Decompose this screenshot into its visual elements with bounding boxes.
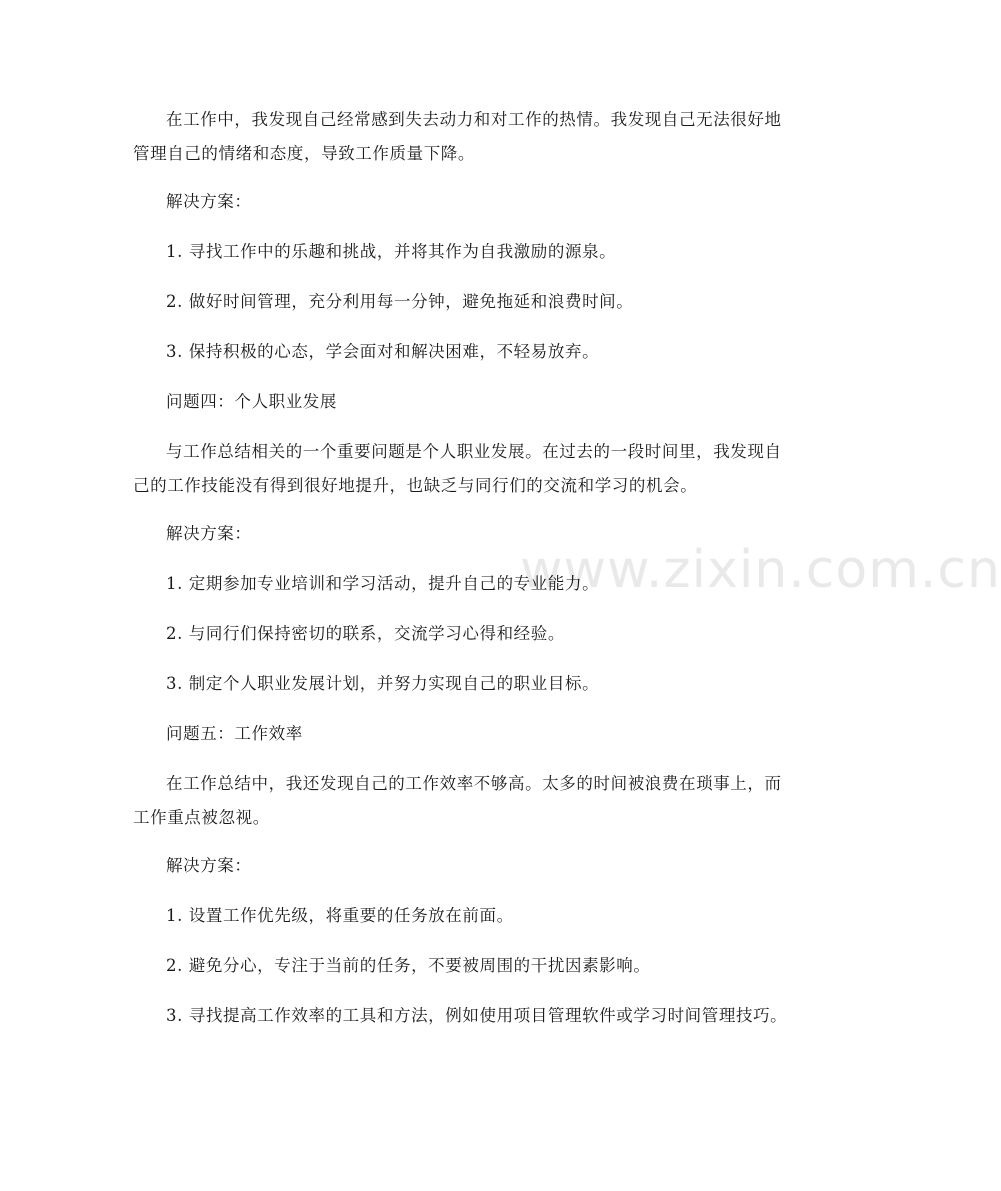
intro-paragraph: 在工作中，我发现自己经常感到失去动力和对工作的热情。我发现自己无法很好地管理自己的情绪和态度，导致工作质量下降。 [133,110,782,163]
document-body [133,103,793,1047]
solution-heading: 解决方案： [166,524,252,543]
solution-heading: 解决方案： [166,856,252,875]
section-paragraph: 在工作总结中，我还发现自己的工作效率不够高。太多的时间被浪费在琐事上，而工作重点被忽视。 [133,774,782,827]
list-item: 3. 寻找提高工作效率的工具和方法，例如使用项目管理软件或学习时间管理技巧。 [166,1006,788,1025]
list-item: 3. 保持积极的心态，学会面对和解决困难，不轻易放弃。 [166,342,600,361]
watermark: www.zixin.com.cn [520,540,1001,600]
section-heading: 问题四：个人职业发展 [166,392,337,411]
list-item: 3. 制定个人职业发展计划，并努力实现自己的职业目标。 [166,674,600,693]
list-item: 1. 定期参加专业培训和学习活动，提升自己的专业能力。 [166,574,600,593]
solution-heading: 解决方案： [166,192,252,211]
list-item: 2. 做好时间管理，充分利用每一分钟，避免拖延和浪费时间。 [166,292,634,311]
section-paragraph: 与工作总结相关的一个重要问题是个人职业发展。在过去的一段时间里，我发现自己的工作技能没有得到很好地提升，也缺乏与同行们的交流和学习的机会。 [133,442,782,495]
list-item: 1. 寻找工作中的乐趣和挑战，并将其作为自我激励的源泉。 [166,242,617,261]
section-heading: 问题五：工作效率 [166,724,303,743]
list-item: 2. 避免分心，专注于当前的任务，不要被周围的干扰因素影响。 [166,956,651,975]
list-item: 2. 与同行们保持密切的联系，交流学习心得和经验。 [166,624,565,643]
list-item: 1. 设置工作优先级，将重要的任务放在前面。 [166,906,514,925]
